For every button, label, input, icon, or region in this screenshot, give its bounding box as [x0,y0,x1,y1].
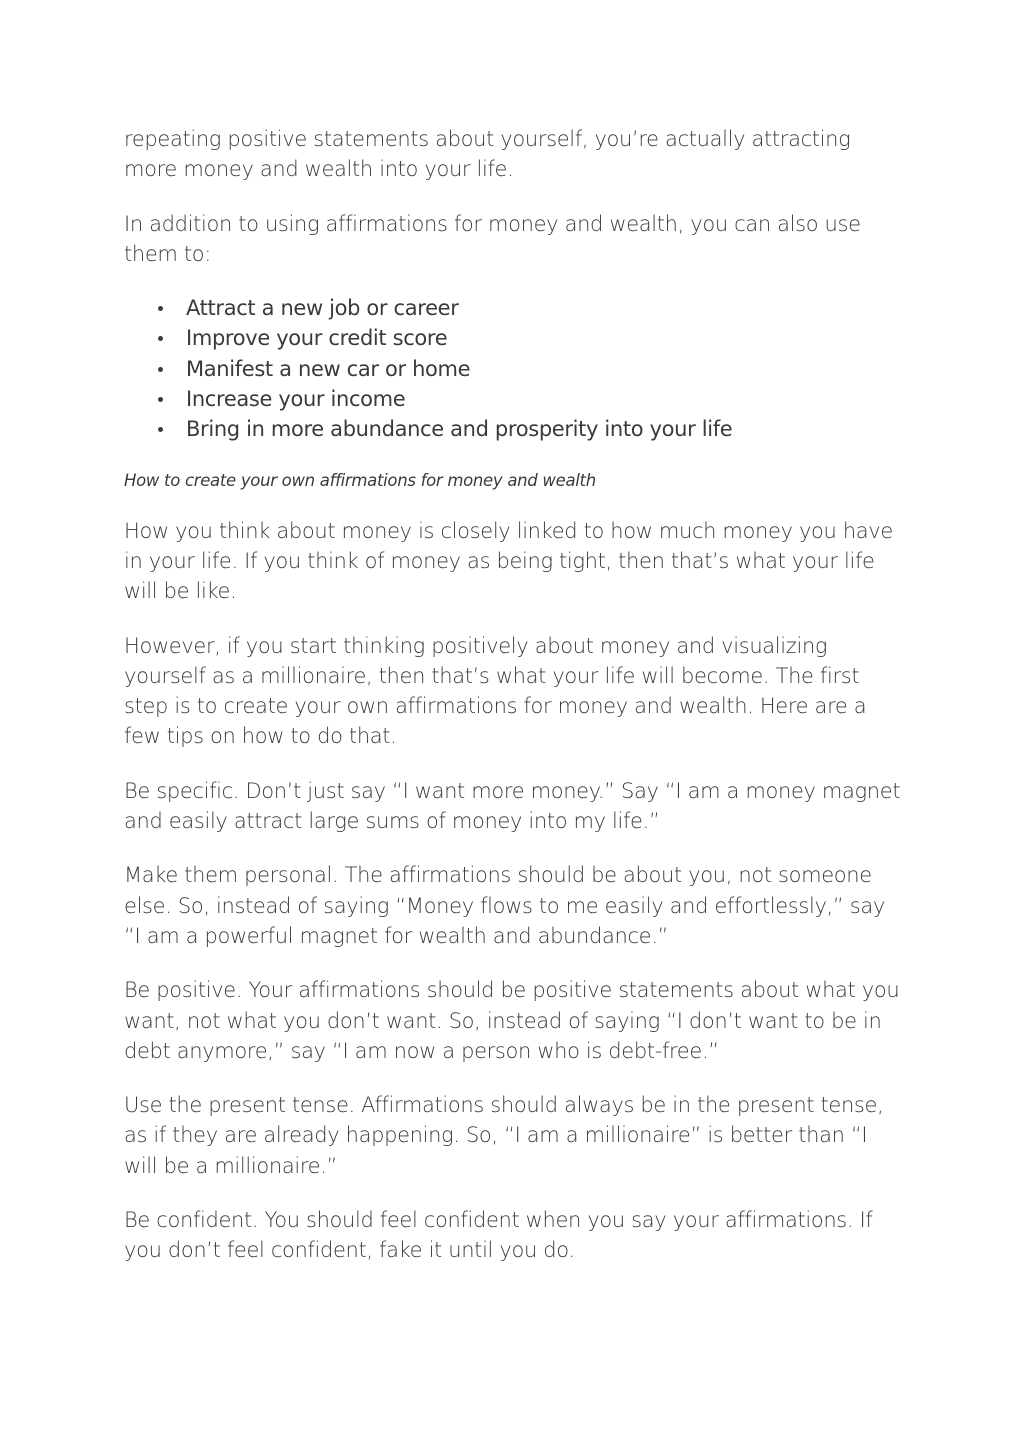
paragraph-visualize-millionaire: However, if you start thinking positively about money and visualizing yourself as a millionaire, then that’s what your life will become. The first step is to create your own affirmations for money and wealth. Here are a few tips on how to do that. [124,633,867,749]
list-item: Improve your credit score [186,323,904,353]
intro-continuation-paragraph: repeating positive statements about yourself, you’re actually attracting more money and wealth into your life. [124,127,851,182]
list-item: Increase your income [186,384,904,414]
paragraph-tip-specific: Be specific. Don’t just say “I want more money.” Say “I am a money magnet and easily attract large sums of money into my life.” [124,778,901,834]
paragraph-tip-confident: Be confident. You should feel confident when you say your affirmations. If you don’t feel confident, fake it until you do. [124,1208,873,1263]
affirmation-uses-list [124,293,904,444]
uses-intro-paragraph: In addition to using affirmations for money and wealth, you can also use them to: [124,211,861,266]
paragraph-tip-positive: Be positive. Your affirmations should be positive statements about what you want, not what you don’t want. So, instead of saying “I don’t want to be in debt anymore,” say “I am now a person who is debt-free.” [124,978,900,1063]
list-item: Attract a new job or career [186,293,904,323]
paragraph-tip-present-tense: Use the present tense. Affirmations should always be in the present tense, as if they are already happening. So, “I am a millionaire” is better than “I will be a millionaire.” [124,1093,884,1178]
paragraph-money-mindset: How you think about money is closely linked to how much money you have in your life. If you think of money as being tight, then that’s what your life will be like. [124,518,893,604]
section-subheading: How to create your own affirmations for money and wealth [124,470,596,490]
list-item: Manifest a new car or home [186,354,904,384]
paragraph-tip-personal: Make them personal. The affirmations should be about you, not someone else. So, instead of saying “Money flows to me easily and effortlessly,” say “I am a powerful magnet for wealth and abundance.” [124,863,885,948]
document-page [124,124,904,1266]
list-item: Bring in more abundance and prosperity into your life [186,414,904,444]
